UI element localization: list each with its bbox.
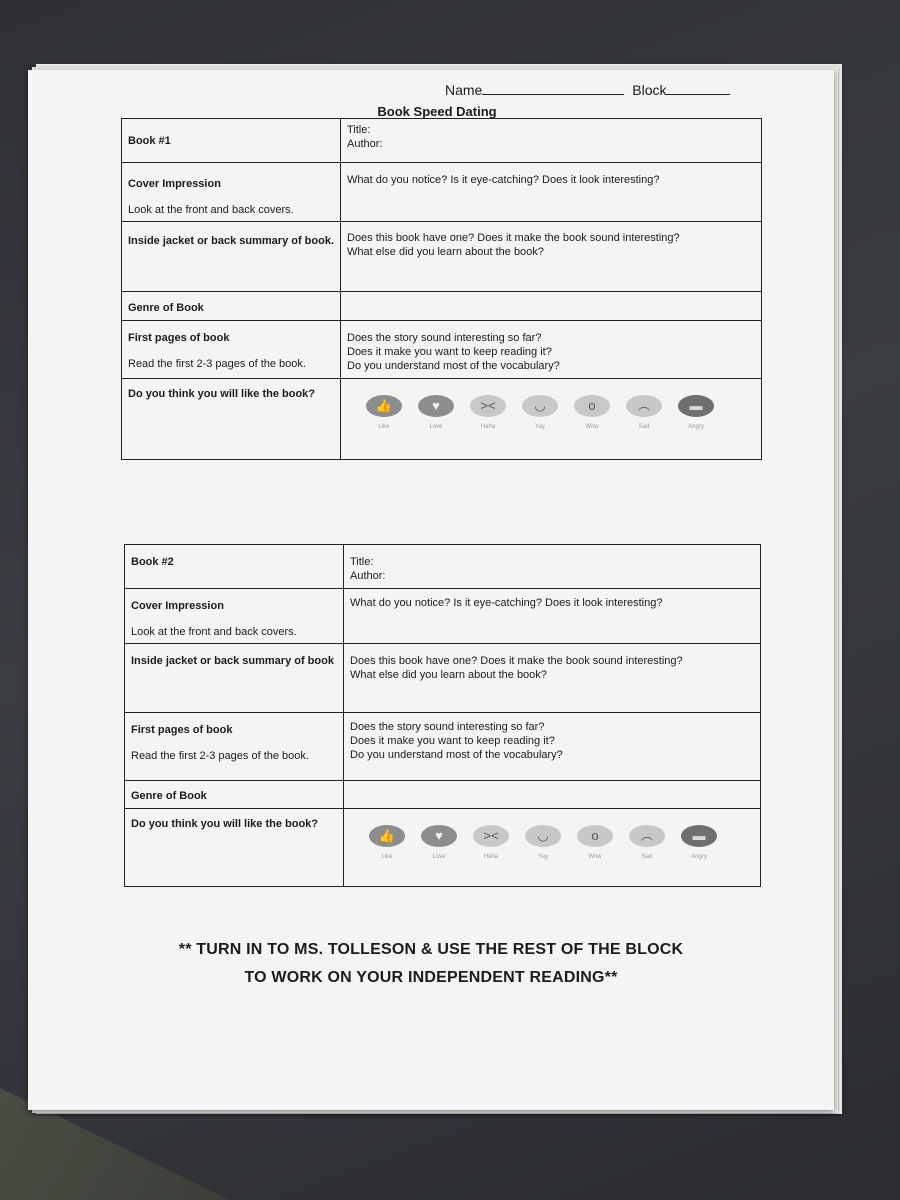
footer-line-2: TO WORK ON YOUR INDEPENDENT READING** bbox=[244, 969, 618, 986]
reaction-caption: Angry bbox=[688, 424, 704, 430]
smiling-face-icon: ◡ bbox=[522, 395, 558, 417]
worksheet bbox=[28, 70, 834, 1110]
book1-first-label: First pages of book bbox=[128, 332, 230, 344]
reaction-yay[interactable] bbox=[522, 825, 564, 864]
reaction-caption: Wow bbox=[588, 854, 602, 860]
book1-label: Book #1 bbox=[128, 135, 171, 147]
book2-jacket-cell bbox=[125, 644, 344, 713]
table-row bbox=[122, 379, 762, 460]
reaction-caption: Love bbox=[429, 424, 443, 430]
thumbs-up-icon: 👍 bbox=[366, 395, 402, 417]
book1-reactions bbox=[347, 395, 755, 434]
heart-icon: ♥ bbox=[421, 825, 457, 847]
book2-genre-label: Genre of Book bbox=[131, 790, 207, 802]
reaction-haha[interactable] bbox=[467, 395, 509, 434]
reaction-wow[interactable] bbox=[574, 825, 616, 864]
reaction-love[interactable] bbox=[418, 825, 460, 864]
book2-cover-label: Cover Impression bbox=[131, 600, 224, 612]
book1-cover-answer[interactable] bbox=[341, 163, 762, 222]
book2-genre-cell bbox=[125, 781, 344, 809]
table-row bbox=[125, 589, 761, 644]
table-row bbox=[125, 781, 761, 809]
book1-cover-question: What do you notice? Is it eye-catching? Does it look interesting? bbox=[347, 174, 660, 186]
laughing-face-icon: >< bbox=[470, 395, 506, 417]
book1-genre-answer[interactable] bbox=[341, 292, 762, 321]
table-row bbox=[122, 292, 762, 321]
reaction-caption: Like bbox=[381, 854, 393, 860]
reaction-caption: Love bbox=[432, 854, 446, 860]
book2-jacket-label: Inside jacket or back summary of book bbox=[131, 655, 334, 667]
block-label: Block bbox=[632, 82, 667, 98]
reaction-caption: Yay bbox=[538, 854, 548, 860]
book1-genre-cell bbox=[122, 292, 341, 321]
book2-title-author-cell[interactable] bbox=[344, 545, 761, 589]
table-row bbox=[122, 119, 762, 163]
footer-line-1: ** TURN IN TO MS. TOLLESON & USE THE REST OF THE BLOCK bbox=[178, 941, 684, 958]
table-row bbox=[122, 321, 762, 379]
book2-cover-sub: Look at the front and back covers. bbox=[131, 626, 297, 638]
heart-icon: ♥ bbox=[418, 395, 454, 417]
angry-face-icon: ▬ bbox=[681, 825, 717, 847]
table-row bbox=[125, 644, 761, 713]
reaction-angry[interactable] bbox=[675, 395, 717, 434]
book2-first-pages-answer[interactable] bbox=[344, 713, 761, 781]
book2-title-label: Title: bbox=[350, 556, 374, 568]
book2-reaction-cell bbox=[344, 809, 761, 887]
reaction-wow[interactable] bbox=[571, 395, 613, 434]
worksheet-title: Book Speed Dating bbox=[377, 104, 497, 119]
surprised-face-icon: o bbox=[574, 395, 610, 417]
laughing-face-icon: >< bbox=[473, 825, 509, 847]
book1-reaction-cell bbox=[341, 379, 762, 460]
book1-genre-label: Genre of Book bbox=[128, 302, 204, 314]
name-block-line bbox=[445, 82, 730, 98]
book1-title-author-cell[interactable] bbox=[341, 119, 762, 163]
book1-first-q2: Does it make you want to keep reading it? bbox=[347, 346, 552, 358]
reaction-haha[interactable] bbox=[470, 825, 512, 864]
book1-jacket-q1: Does this book have one? Does it make the book sound interesting? bbox=[347, 232, 680, 244]
table-row bbox=[125, 545, 761, 589]
book2-number-cell bbox=[125, 545, 344, 589]
book2-first-q2: Does it make you want to keep reading it? bbox=[350, 735, 555, 747]
book1-like-label: Do you think you will like the book? bbox=[128, 388, 316, 400]
sad-face-icon: ︵ bbox=[626, 395, 662, 417]
book2-cover-cell bbox=[125, 589, 344, 644]
book1-first-pages-cell bbox=[122, 321, 341, 379]
book1-number-cell bbox=[122, 119, 341, 163]
book2-label: Book #2 bbox=[131, 556, 174, 568]
book2-first-sub: Read the first 2-3 pages of the book. bbox=[131, 750, 309, 762]
book2-table bbox=[124, 544, 761, 887]
book2-first-q3: Do you understand most of the vocabulary? bbox=[350, 749, 563, 761]
book2-reactions bbox=[350, 825, 754, 864]
book2-jacket-answer[interactable] bbox=[344, 644, 761, 713]
book1-first-pages-answer[interactable] bbox=[341, 321, 762, 379]
book1-cover-cell bbox=[122, 163, 341, 222]
book2-first-pages-cell bbox=[125, 713, 344, 781]
footer-instructions bbox=[28, 936, 834, 992]
block-blank[interactable] bbox=[666, 82, 730, 95]
book2-like-label: Do you think you will like the book? bbox=[131, 818, 319, 830]
name-label: Name bbox=[445, 82, 483, 98]
book1-like-cell bbox=[122, 379, 341, 460]
book2-jacket-q2: What else did you learn about the book? bbox=[350, 669, 547, 681]
reaction-like[interactable] bbox=[363, 395, 405, 434]
book1-table bbox=[121, 118, 762, 460]
reaction-sad[interactable] bbox=[626, 825, 668, 864]
reaction-sad[interactable] bbox=[623, 395, 665, 434]
book2-jacket-q1: Does this book have one? Does it make the book sound interesting? bbox=[350, 655, 683, 667]
angry-face-icon: ▬ bbox=[678, 395, 714, 417]
surprised-face-icon: o bbox=[577, 825, 613, 847]
book1-author-label: Author: bbox=[347, 138, 383, 150]
table-row bbox=[125, 713, 761, 781]
book1-jacket-cell bbox=[122, 222, 341, 292]
table-row bbox=[122, 222, 762, 292]
reaction-like[interactable] bbox=[366, 825, 408, 864]
reaction-caption: Haha bbox=[480, 424, 496, 430]
reaction-caption: Sad bbox=[641, 854, 653, 860]
book2-genre-answer[interactable] bbox=[344, 781, 761, 809]
book1-jacket-label: Inside jacket or back summary of book. bbox=[128, 235, 335, 247]
book1-first-q3: Do you understand most of the vocabulary? bbox=[347, 360, 560, 372]
reaction-angry[interactable] bbox=[678, 825, 720, 864]
table-row bbox=[122, 163, 762, 222]
reaction-caption: Haha bbox=[483, 854, 499, 860]
book2-first-label: First pages of book bbox=[131, 724, 233, 736]
name-blank[interactable] bbox=[482, 82, 624, 95]
table-row bbox=[125, 809, 761, 887]
reaction-caption: Wow bbox=[585, 424, 599, 430]
reaction-caption: Like bbox=[378, 424, 390, 430]
smiling-face-icon: ◡ bbox=[525, 825, 561, 847]
reaction-caption: Sad bbox=[638, 424, 650, 430]
book1-first-q1: Does the story sound interesting so far? bbox=[347, 332, 542, 344]
book1-cover-label: Cover Impression bbox=[128, 178, 221, 190]
book2-author-label: Author: bbox=[350, 570, 386, 582]
book2-first-q1: Does the story sound interesting so far? bbox=[350, 721, 545, 733]
reaction-love[interactable] bbox=[415, 395, 457, 434]
book2-cover-question: What do you notice? Is it eye-catching? Does it look interesting? bbox=[350, 597, 663, 609]
thumbs-up-icon: 👍 bbox=[369, 825, 405, 847]
book2-cover-answer[interactable] bbox=[344, 589, 761, 644]
book2-like-cell bbox=[125, 809, 344, 887]
reaction-yay[interactable] bbox=[519, 395, 561, 434]
reaction-caption: Yay bbox=[535, 424, 545, 430]
book1-title-label: Title: bbox=[347, 124, 371, 136]
sad-face-icon: ︵ bbox=[629, 825, 665, 847]
book1-first-sub: Read the first 2-3 pages of the book. bbox=[128, 358, 306, 370]
book1-jacket-answer[interactable] bbox=[341, 222, 762, 292]
reaction-caption: Angry bbox=[691, 854, 707, 860]
book1-cover-sub: Look at the front and back covers. bbox=[128, 204, 294, 216]
book1-jacket-q2: What else did you learn about the book? bbox=[347, 246, 544, 258]
